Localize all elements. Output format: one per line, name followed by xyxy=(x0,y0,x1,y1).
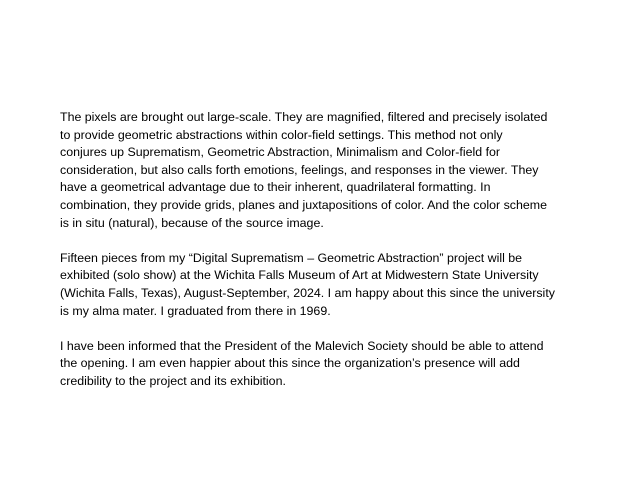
text-line: I have been informed that the President of the Malevich Society should be able to attend xyxy=(60,338,544,353)
text-line: Fifteen pieces from my “Digital Suprematism – Geometric Abstraction” project will be xyxy=(60,250,523,265)
document-body xyxy=(60,109,590,408)
text-line: credibility to the project and its exhibition. xyxy=(60,373,286,388)
text-line: is my alma mater. I graduated from there in 1969. xyxy=(60,303,331,318)
paragraph-malevich-society xyxy=(60,338,590,391)
text-line: exhibited (solo show) at the Wichita Falls Museum of Art at Midwestern State University xyxy=(60,268,539,283)
text-line: The pixels are brought out large-scale. They are magnified, filtered and precisely isolated xyxy=(60,110,548,124)
paragraph-exhibition xyxy=(60,250,590,320)
text-line: conjures up Suprematism, Geometric Abstraction, Minimalism and Color-field for xyxy=(60,145,501,160)
text-line: to provide geometric abstractions within color-field settings. This method not only xyxy=(60,127,503,142)
text-line: (Wichita Falls, Texas), August-September, 2024. I am happy about this since the university xyxy=(60,285,555,300)
text-line: have a geometrical advantage due to their inherent, quadrilateral formatting. In xyxy=(60,180,491,195)
text-line: the opening. I am even happier about this since the organization’s presence will add xyxy=(60,356,520,371)
paragraph-pixels-method xyxy=(60,109,590,232)
text-line: combination, they provide grids, planes and juxtapositions of color. And the color scheme xyxy=(60,197,547,212)
text-line: consideration, but also calls forth emotions, feelings, and responses in the viewer. They xyxy=(60,162,539,177)
text-line: is in situ (natural), because of the source image. xyxy=(60,215,324,230)
